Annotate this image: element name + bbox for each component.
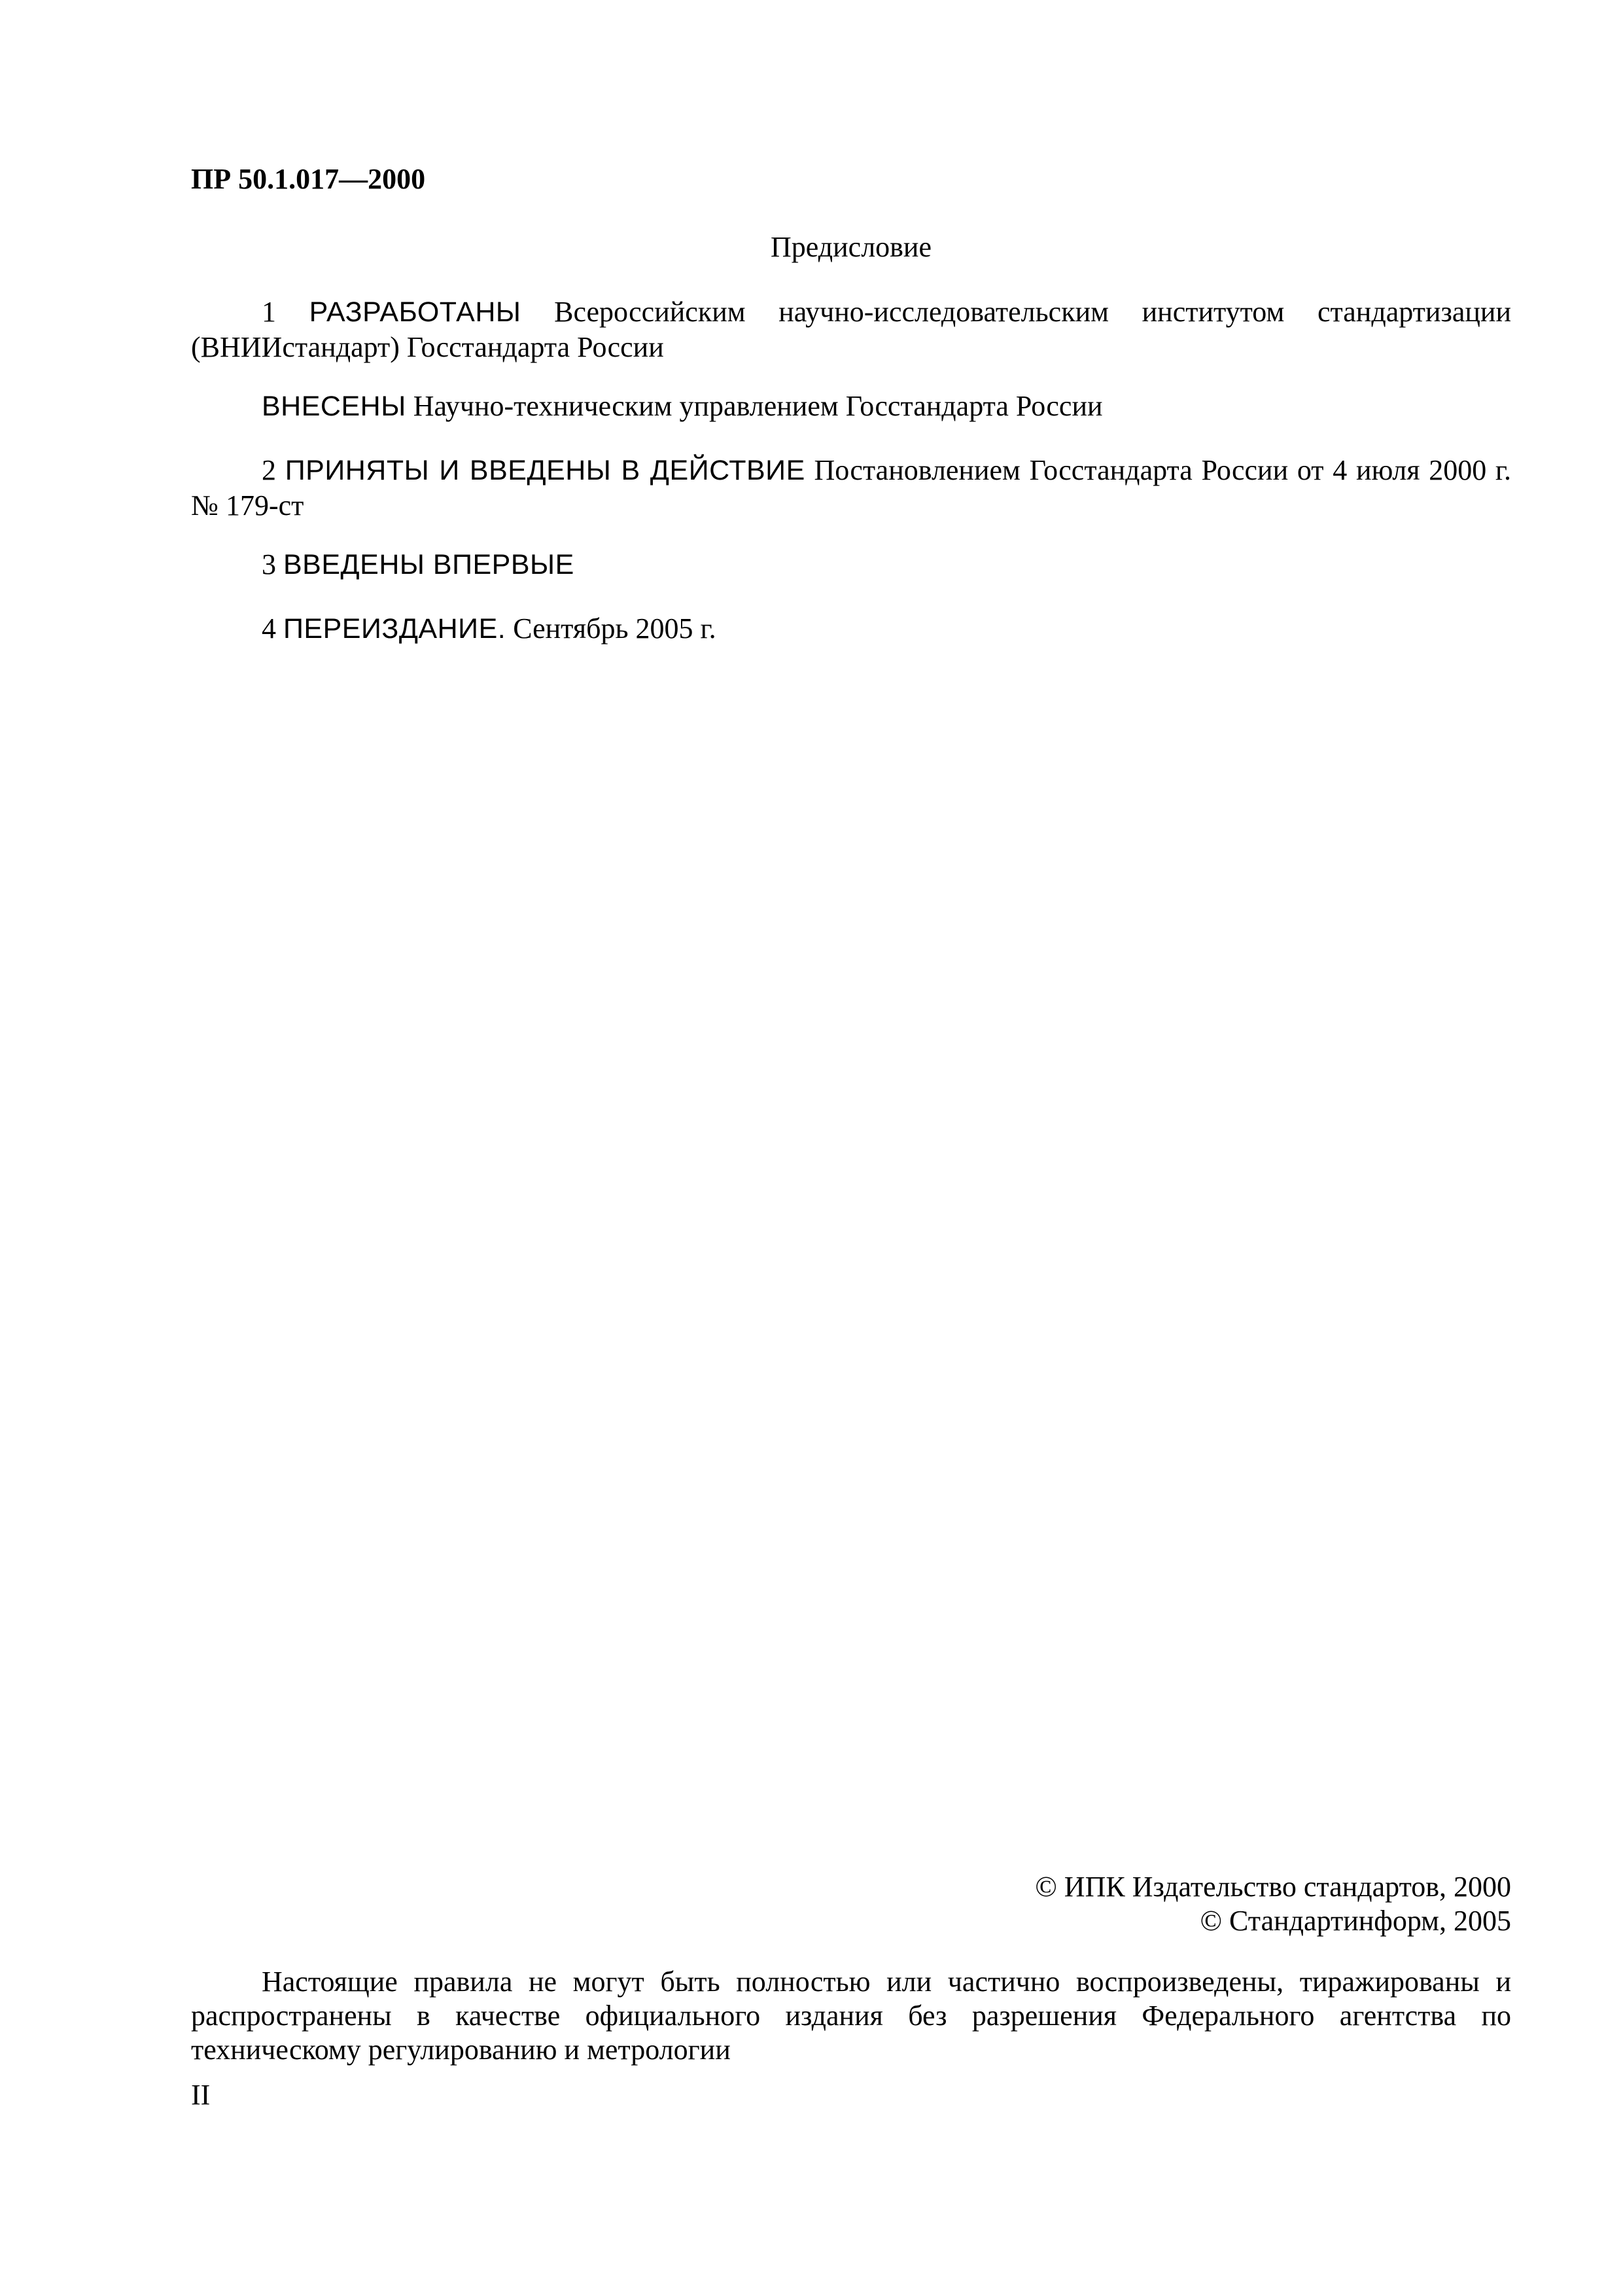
item-number: 3 xyxy=(262,548,276,580)
copyright-block xyxy=(1035,1870,1511,1938)
item-text: Сентябрь 2005 г. xyxy=(513,612,716,645)
item-label: ПЕРЕИЗДАНИЕ. xyxy=(283,613,506,645)
item-number: 4 xyxy=(262,612,276,645)
foreword-item-introduced xyxy=(191,389,1511,424)
foreword-item-first-introduced xyxy=(191,547,1511,582)
item-label: ВНЕСЕНЫ xyxy=(262,391,406,422)
item-text: Постановлением Госстандарта России от 4 июля 2000 г. № 179-ст xyxy=(191,454,1512,521)
copyright-line-standartinform: © Стандартинформ, 2005 xyxy=(1200,1905,1511,1937)
reproduction-notice: Настоящие правила не могут быть полностью или частично воспроизведены, тиражированы и распространены в качестве официального издания без разрешения Федерального агентства по техническому регулированию и метрологии xyxy=(191,1966,1511,2066)
foreword-item-adopted xyxy=(191,453,1511,523)
item-label: ВВЕДЕНЫ ВПЕРВЫЕ xyxy=(283,549,574,580)
foreword-item-reissue xyxy=(191,611,1511,646)
item-label: ПРИНЯТЫ И ВВЕДЕНЫ В ДЕЙСТВИЕ xyxy=(285,455,805,486)
item-text: Научно-техническим управлением Госстандарта России xyxy=(413,390,1103,422)
item-number: 2 xyxy=(262,454,276,486)
foreword-title: Предисловие xyxy=(771,231,932,263)
page-number: II xyxy=(191,2079,211,2111)
item-number: 1 xyxy=(262,296,276,328)
item-text: Всероссийским научно-исследовательским институтом стандартизации (ВНИИстандарт) Госстандарта России xyxy=(191,296,1511,363)
item-label: РАЗРАБОТАНЫ xyxy=(309,296,521,328)
foreword-item-developed xyxy=(191,294,1511,365)
document-code: ПР 50.1.017—2000 xyxy=(191,163,426,195)
copyright-line-publisher: © ИПК Издательство стандартов, 2000 xyxy=(1035,1871,1511,1903)
